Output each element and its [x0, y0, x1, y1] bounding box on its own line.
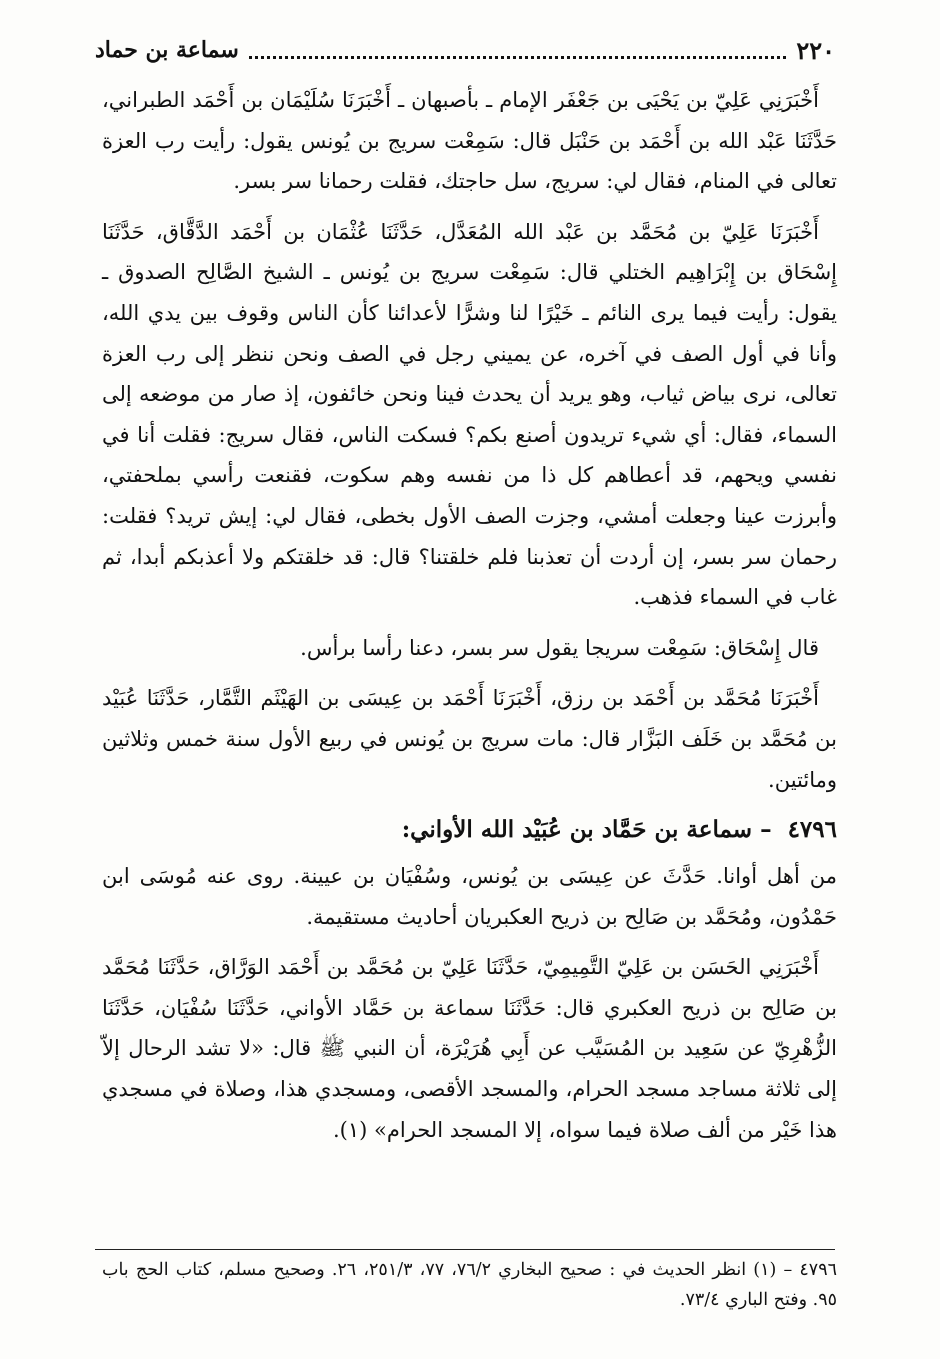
- paragraph-2: أَخْبَرَنَا عَلِيّ بن مُحَمَّد بن عَبْد الله المُعَدَّل، حَدَّثَنَا عُثْمَان بن أَحْمَد الدَّقَّاق، حَدَّثَنَا إِسْحَاق بن إِبْرَاهِيم الختلي قال: سَمِعْت سريج بن يُونس ـ الشيخ الصَّالِح الصدوق ـ يقول: رأيت فيما يرى النائم ـ خَيْرًا لنا وشرًّا لأعدائنا كأن الناس وقوف بين يدي الله، وأنا في أول الصف في آخره، عن يميني رجل في الصف ونحن ننظر إلى رب العزة تعالى، نرى بياض ثياب، وهو يريد أن يحدث فينا ونحن خائفون، إذ صار من موضعه إلى السماء، فقال: أي شيء تريدون أصنع بكم؟ فسكت الناس، فقال سريج: فقلت أنا في نفسي ويحهم، قد أعطاهم كل ذا من نفسه وهم سكوت، فقنعت رأسي بملحفتي، وأبرزت عينا وجعلت أمشي، وجزت الصف الأول بخطى، فقال لي: إيش تريد؟ فقلت: رحمان سر بسر، إن أردت أن تعذبنا فلم خلقتنا؟ قال: قد خلقتكم ولا أعذبكم أبدا، ثم غاب في السماء فذهب.: [102, 219, 837, 610]
- running-title: سماعة بن حماد: [95, 37, 239, 63]
- footnote-divider: [95, 1249, 835, 1250]
- paragraph-1: أَخْبَرَنِي عَلِيّ بن يَحْيَى بن جَعْفَر الإمام ـ بأصبهان ـ أَخْبَرَنَا سُلَيْمَان بن أَحْمَد الطبراني، حَدَّثَنَا عَبْد الله بن أَحْمَد بن حَنْبَل قال: سَمِعْت سريج بن يُونس يقول: رأيت رب العزة تعالى في المنام، فقال لي: سريج، سل حاجتك، فقلت رحمانا سر بسر.: [102, 88, 837, 194]
- dotted-leader: [249, 42, 787, 59]
- entry-paragraph-2: أَخْبَرَنِي الحَسَن بن عَلِيّ التَّمِيمِيّ، حَدَّثَنَا عَلِيّ بن مُحَمَّد بن أَحْمَد الوَرَّاق، حَدَّثَنَا مُحَمَّد بن صَالِح بن ذريح العكبري قال: حَدَّثَنَا سماعة بن حَمَّاد الأواني، حَدَّثَنَا سُفْيَان، حَدَّثَنَا الزُّهْرِيّ عن سَعِيد بن المُسَيَّب عن أَبِي هُرَيْرَة، أن النبي ﷺ قال: «لا تشد الرحال إلاّ إلى ثلاثة مساجد مسجد الحرام، والمسجد الأقصى، ومسجدي هذا، وصلاة في مسجدي هذا خَيْر من ألف صلاة فيما سواه، إلا المسجد الحرام» (١).: [102, 955, 837, 1142]
- paragraph-3: قال إِسْحَاق: سَمِعْت سريجا يقول سر بسر، دعنا رأسا برأس.: [300, 635, 819, 660]
- page-number: ٢٢٠: [796, 35, 835, 65]
- main-text: [102, 80, 837, 1160]
- entry-title: سماعة بن حَمَّاد بن عُبَيْد الله الأواني:: [401, 816, 753, 844]
- paragraph-4: أَخْبَرَنَا مُحَمَّد بن أَحْمَد بن رزق، أَخْبَرَنَا أَحْمَد بن عِيسَى بن الهَيْثَم التَّمَّار، حَدَّثَنَا عُبَيْد بن مُحَمَّد بن خَلَف البَزَّار قال: مات سريج بن يُونس في ربيع الأول سنة خمس وثلاثين ومائتين.: [102, 686, 837, 792]
- entry-dash: –: [760, 816, 772, 844]
- entry-number: ٤٧٩٦: [787, 816, 837, 844]
- running-header: [95, 30, 835, 70]
- entry-paragraph-1: من أهل أوانا. حَدَّثَ عن عِيسَى بن يُونس، وسُفْيَان بن عيينة. روى عنه مُوسَى ابن حَمْدُون، ومُحَمَّد بن صَالِح بن ذريح العكبريان أحاديث مستقيمة.: [102, 864, 837, 929]
- entry-heading: [102, 810, 837, 850]
- footnote: ٤٧٩٦ – (١) انظر الحديث في : صحيح البخاري ٧٦/٢، ٧٧، ٢٥١/٣، ٢٦. وصحيح مسلم، كتاب الحج باب ٩٥. وفتح الباري ٧٣/٤.: [102, 1260, 838, 1310]
